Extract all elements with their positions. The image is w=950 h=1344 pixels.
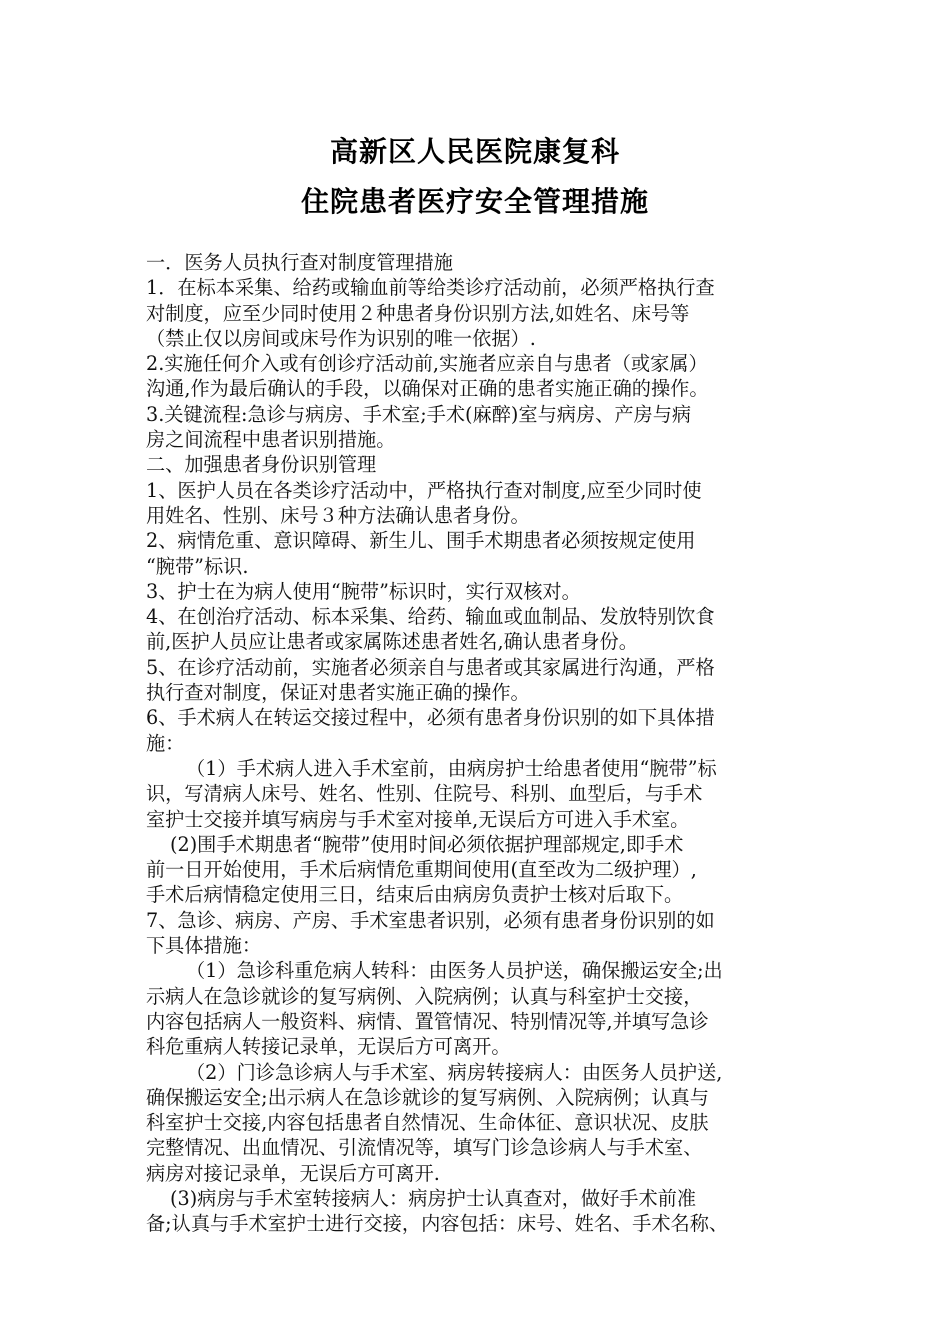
text-line: 3、护士在为病人使用“腕带”标识时，实行双核对。: [146, 579, 581, 603]
sub-item-line: (2)围手术期患者“腕带”使用时间必须依据护理部规定,即手术: [170, 832, 684, 856]
section-heading-2: 二、加强患者身份识别管理: [146, 453, 377, 477]
text-line: 执行查对制度，保证对患者实施正确的操作。: [146, 681, 530, 705]
text-line: 示病人在急诊就诊的复写病例、入院病例；认真与科室护士交接，: [146, 984, 703, 1008]
text-line: “腕带”标识.: [146, 554, 249, 578]
text-line: 下具体措施：: [146, 934, 262, 958]
text-line: （禁止仅以房间或床号作为识别的唯一依据）.: [146, 326, 536, 350]
text-line: 内容包括病人一般资料、病情、置管情况、特别情况等,并填写急诊: [146, 1009, 709, 1033]
text-line: 病房对接记录单，无误后方可离开.: [146, 1161, 440, 1185]
text-line: 科室护士交接,内容包括患者自然情况、生命体征、意识状况、皮肤: [146, 1111, 709, 1135]
sub-item-line: (3)病房与手术室转接病人：病房护士认真查对，做好手术前准: [170, 1186, 697, 1210]
text-line: 6、手术病人在转运交接过程中，必须有患者身份识别的如下具体措: [146, 706, 715, 730]
text-line: 备;认真与手术室护士进行交接，内容包括：床号、姓名、手术名称、: [146, 1212, 729, 1236]
sub-item-line: （2）门诊急诊病人与手术室、病房转接病人：由医务人员护送,: [186, 1060, 723, 1084]
text-line: 房之间流程中患者识别措施。: [146, 428, 396, 452]
text-line: 对制度，应至少同时使用２种患者身份识别方法,如姓名、床号等: [146, 301, 690, 325]
hospital-department-title: 高新区人民医院康复科: [329, 135, 620, 168]
text-line: 用姓名、性别、床号３种方法确认患者身份。: [146, 503, 530, 527]
text-line: 前,医护人员应让患者或家属陈述患者姓名,确认患者身份。: [146, 630, 638, 654]
text-line: 完整情况、出血情况、引流情况等，填写门诊急诊病人与手术室、: [146, 1136, 703, 1160]
text-line: 2、病情危重、意识障碍、新生儿、围手术期患者必须按规定使用: [146, 529, 696, 553]
text-line: 4、在创治疗活动、标本采集、给药、输血或血制品、发放特别饮食: [146, 605, 715, 629]
text-line: 2.实施任何介入或有创诊疗活动前,实施者应亲自与患者（或家属）: [146, 352, 708, 376]
text-line: 3.关键流程:急诊与病房、手术室;手术(麻醉)室与病房、产房与病: [146, 402, 692, 426]
sub-item-line: （1）手术病人进入手术室前，由病房护士给患者使用“腕带”标: [186, 756, 717, 780]
text-line: 1、医护人员在各类诊疗活动中，严格执行查对制度,应至少同时使: [146, 478, 702, 502]
document-body: [146, 250, 826, 1237]
text-line: 识，写清病人床号、姓名、性别、住院号、科别、血型后，与手术: [146, 782, 703, 806]
text-line: 施：: [146, 731, 185, 755]
text-line: 确保搬运安全;出示病人在急诊就诊的复写病例、入院病例；认真与: [146, 1085, 709, 1109]
sub-item-line: （1）急诊科重危病人转科：由医务人员护送，确保搬运安全;出: [186, 959, 723, 983]
text-line: 科危重病人转接记录单，无误后方可离开。: [146, 1035, 511, 1059]
text-line: 5、在诊疗活动前，实施者必须亲自与患者或其家属进行沟通，严格: [146, 655, 715, 679]
text-line: 1．在标本采集、给药或输血前等给类诊疗活动前，必须严格执行查: [146, 276, 715, 300]
text-line: 前一日开始使用，手术后病情危重期间使用(直至改为二级护理）,: [146, 858, 697, 882]
title-block: [0, 132, 950, 222]
text-line: 沟通,作为最后确认的手段，以确保对正确的患者实施正确的操作。: [146, 377, 709, 401]
text-line: 7、急诊、病房、产房、手术室患者识别，必须有患者身份识别的如: [146, 908, 715, 932]
document-title: 住院患者医疗安全管理措施: [300, 185, 649, 218]
section-heading-1: 一．医务人员执行查对制度管理措施: [146, 251, 453, 274]
text-line: 室护士交接并填写病房与手术室对接单,无误后方可进入手术室。: [146, 807, 690, 831]
text-line: 手术后病情稳定使用三日，结束后由病房负责护士核对后取下。: [146, 883, 684, 907]
